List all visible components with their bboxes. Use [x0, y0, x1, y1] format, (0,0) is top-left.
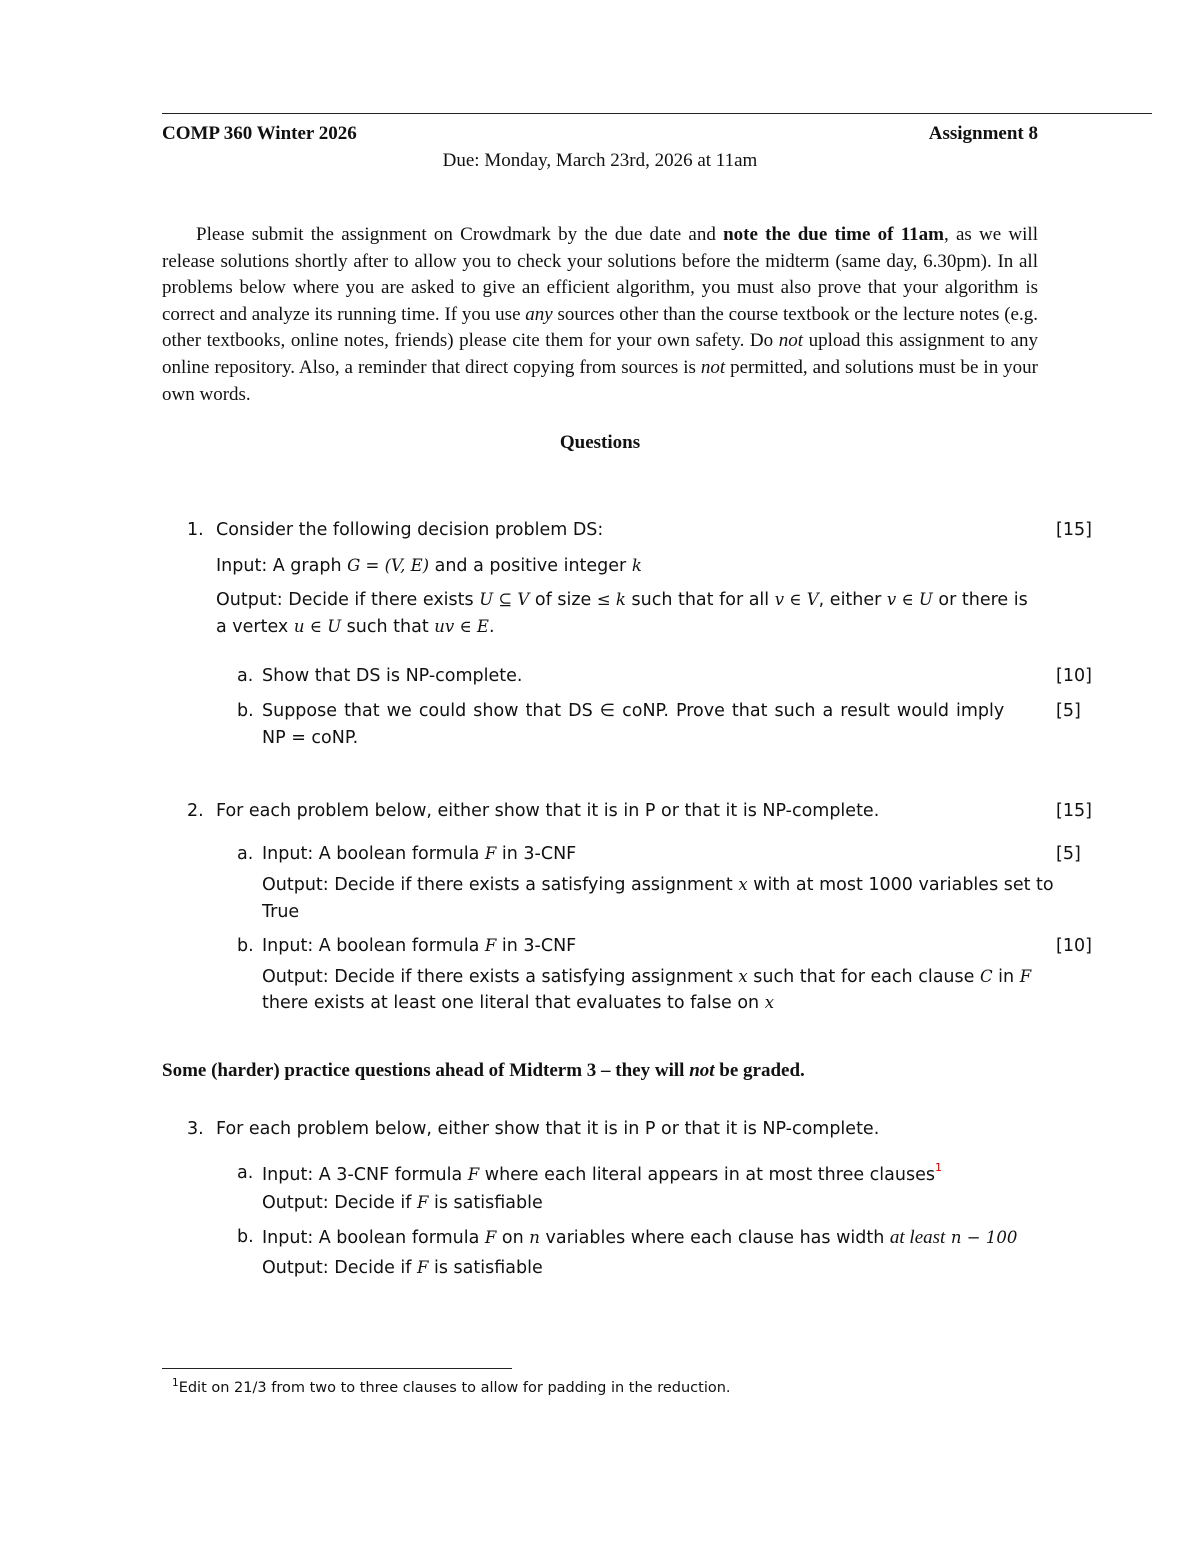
q2b-output-b: such that for each clause — [747, 967, 980, 987]
practice-heading — [162, 1060, 805, 1082]
q1-input-k: k — [631, 556, 642, 575]
q2b-output-a: Output: Decide if there exists a satisfying assignment — [262, 967, 739, 987]
q3b-input-em-at-least: at least — [889, 1227, 946, 1248]
q3b-input-math: n − 100 — [950, 1228, 1018, 1247]
q1-output-math4: v ∈ U — [886, 590, 933, 609]
intro-text-5: permitted, and solutions must be in your own words. — [162, 356, 1039, 405]
q2b-label: b. — [237, 936, 254, 956]
q3a-input — [262, 1163, 942, 1185]
intro-em-not-1: not — [778, 330, 804, 352]
q1-output-e: or there is — [932, 590, 1028, 610]
q1a-text: Show that DS is NP-complete. — [262, 666, 523, 686]
q1-output-g: such that — [341, 617, 435, 637]
footnote — [172, 1377, 731, 1396]
q3b-output-b: is satisfiable — [428, 1258, 543, 1278]
q1-text: Consider the following decision problem DS: — [216, 520, 604, 540]
q1-number: 1. — [187, 520, 204, 540]
q2b-output-C: C — [979, 967, 993, 986]
practice-text-1: Some (harder) practice questions ahead of Midterm 3 – they will — [162, 1060, 690, 1081]
q1a-label: a. — [237, 666, 254, 686]
q3b-input-n: n — [529, 1228, 540, 1247]
q1b-text-2: NP = coNP. — [262, 728, 359, 748]
q2b-output-x2: x — [764, 993, 774, 1012]
q1-input — [216, 556, 642, 576]
q1-output-a: Output: Decide if there exists — [216, 590, 480, 610]
q1b-marks: [5] — [1056, 701, 1081, 721]
q1-output-line-1 — [216, 590, 1028, 610]
q2b-output-line-1 — [262, 967, 1031, 987]
q3b-output-a: Output: Decide if — [262, 1258, 417, 1278]
intro-em-not-2: not — [700, 356, 726, 378]
q2b-input — [262, 936, 576, 956]
q1b-text-1: Suppose that we could show that DS ∈ coNP. Prove that such a result would imply — [262, 701, 1005, 721]
q3a-output-b: is satisfiable — [428, 1193, 543, 1213]
q2a-input-F: F — [484, 844, 497, 863]
footnote-mark: 1 — [172, 1377, 179, 1389]
q2a-input — [262, 844, 576, 864]
q3-text: For each problem below, either show that it is in P or that it is NP-complete. — [216, 1119, 880, 1139]
q2b-output-F: F — [1019, 967, 1032, 986]
q1-marks: [15] — [1056, 520, 1092, 540]
assignment-title: Assignment 8 — [928, 123, 1038, 144]
q3b-input-c: variables where each clause has width — [539, 1228, 890, 1248]
q1-output-math3: v ∈ V — [774, 590, 819, 609]
q1-output-math1: U ⊆ V — [479, 590, 530, 609]
q2a-output-a: Output: Decide if there exists a satisfying assignment — [262, 875, 739, 895]
q2b-input-F: F — [484, 936, 497, 955]
footnote-rule — [162, 1368, 512, 1369]
q2b-output-x: x — [738, 967, 748, 986]
intro-text-3: sources other than the course textbook or the lecture notes (e.g. other textbooks, online notes, friends) please cite them for your own safety. Do — [162, 303, 1038, 352]
q2b-output-c: in — [992, 967, 1020, 987]
footnote-text: Edit on 21/3 from two to three clauses to allow for padding in the reduction. — [178, 1379, 731, 1396]
q3b-input-F: F — [484, 1228, 497, 1247]
q3b-label: b. — [237, 1227, 254, 1247]
intro-paragraph — [162, 222, 1038, 408]
practice-text-2: be graded. — [714, 1060, 805, 1081]
q2a-label: a. — [237, 844, 254, 864]
q3b-input — [262, 1227, 1017, 1249]
q2a-marks: [5] — [1056, 844, 1081, 864]
intro-bold-due-time: note the due time of 11am — [723, 224, 944, 245]
q2a-output-b: with at most 1000 variables set to — [747, 875, 1054, 895]
q1b-label: b. — [237, 701, 254, 721]
due-date: Due: Monday, March 23rd, 2026 at 11am — [442, 150, 758, 171]
q1-output-math5: u ∈ U — [293, 617, 342, 636]
q3a-input-a: Input: A 3-CNF formula — [262, 1164, 468, 1185]
q3a-input-F: F — [467, 1164, 480, 1184]
q2-number: 2. — [187, 801, 204, 821]
q2a-input-a: Input: A boolean formula — [262, 844, 485, 864]
intro-text-1: Please submit the assignment on Crowdmark by the due date and — [196, 224, 724, 245]
intro-text-2: , as we will release solutions shortly after to allow you to check your solutions before the midterm (same day, 6.30pm). In all problems below where you are asked to give an efficient algorithm, you must also prove that your algorithm is correct and analyze its running time. If you use — [162, 224, 1038, 325]
q1-output-c: such that for all — [625, 590, 775, 610]
q3b-output — [262, 1258, 543, 1278]
q3a-input-b: where each literal appears in at most three clauses — [479, 1164, 935, 1185]
q3a-output-F: F — [417, 1193, 429, 1212]
q2a-input-b: in 3-CNF — [496, 844, 577, 864]
q1-output-b: of size — [529, 590, 597, 610]
q1-input-text-b: and a positive integer — [429, 556, 632, 576]
q2a-output-line-1 — [262, 875, 1054, 895]
intro-em-any: any — [525, 303, 553, 325]
q2b-input-b: in 3-CNF — [496, 936, 577, 956]
q2b-input-a: Input: A boolean formula — [262, 936, 485, 956]
q1-input-text-a: Input: A graph — [216, 556, 348, 576]
q2b-marks: [10] — [1056, 936, 1092, 956]
q3a-label: a. — [237, 1163, 254, 1183]
q3a-output-a: Output: Decide if — [262, 1193, 417, 1213]
q1-output-h: . — [488, 617, 495, 637]
q2-text: For each problem below, either show that it is in P or that it is NP-complete. — [216, 801, 880, 821]
q2a-output-x: x — [738, 875, 748, 894]
questions-heading: Questions — [559, 432, 641, 453]
q2a-output-line-2: True — [262, 902, 300, 922]
q1-output-f: a vertex — [216, 617, 294, 637]
q1-output-math6: uv ∈ E — [434, 617, 489, 636]
intro-text-4: upload this assignment to any online repository. Also, a reminder that direct copying from sources is — [162, 330, 1038, 378]
q1-output-d: , either — [818, 590, 887, 610]
practice-em-not: not — [689, 1060, 715, 1081]
q3b-input-b: on — [496, 1228, 530, 1248]
q1a-marks: [10] — [1056, 666, 1092, 686]
course-title: COMP 360 Winter 2026 — [162, 123, 357, 144]
q3-number: 3. — [187, 1119, 204, 1139]
q1-output-line-2 — [216, 617, 495, 637]
q3a-output — [262, 1193, 543, 1213]
header-rule — [162, 113, 1152, 114]
q2b-output-line-2 — [262, 993, 774, 1013]
footnote-link[interactable]: 1 — [934, 1161, 942, 1174]
q1-output-math2: ≤ k — [596, 590, 626, 609]
q3b-input-a: Input: A boolean formula — [262, 1228, 485, 1248]
q1-input-math: G = (V, E) — [347, 556, 430, 575]
q2-marks: [15] — [1056, 801, 1092, 821]
q3b-output-F: F — [417, 1258, 429, 1277]
q2b-output-d: there exists at least one literal that evaluates to false on — [262, 993, 765, 1013]
